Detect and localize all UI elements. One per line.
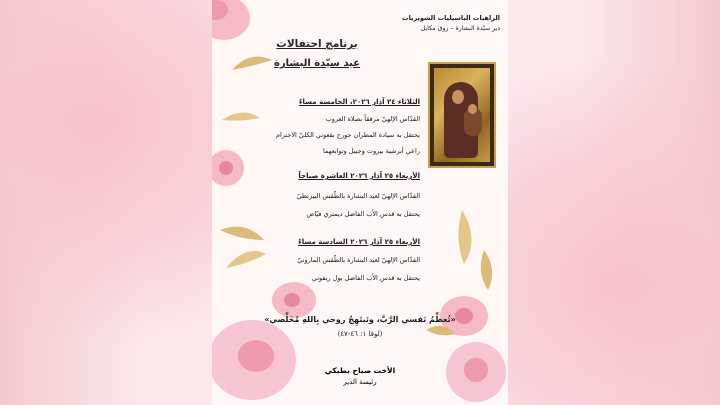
event-1-line-2: يحتفل به سيادة المطران جورج بقعوني الكليّ الاحترام <box>275 131 420 139</box>
event-1-line-1: القدّاس الإلهيّ مرفقاً بصلاة الغروب <box>325 115 420 123</box>
event-3-line-1: القدّاس الإلهيّ لعيد البشارة بالطّقس المارونيّ <box>297 256 420 264</box>
event-2-heading: الأربعاء ٢٥ آذار ٢٠٢٦ العاشرة صباحاً <box>298 172 420 180</box>
feast-title: عيد سيّدة البشارة <box>273 58 361 69</box>
convent-location: دير سيّدة البشارة – زوق مكايل <box>420 25 500 32</box>
event-2-line-1: القدّاس الإلهيّ لعيد البشارة بالطّقس البيزنطيّ <box>296 192 420 200</box>
bible-quote: «تُعظِّمُ نَفسي الرَّبَّ، وتَبتَهِجُ روحي بِاللهِ مُخَلِّصي» <box>264 315 456 324</box>
bible-reference: (لوقا ١: ٤٦-٤٧) <box>337 330 383 338</box>
signatory-name: الأخت صباح بطبكي <box>324 366 396 375</box>
event-1-line-3: راعي أبرشية بيروت وجبيل وتوابعهما <box>322 147 420 155</box>
event-3-heading: الأربعاء ٢٥ آذار ٢٠٢٦ السادسة مساءً <box>298 238 420 246</box>
blurred-background-left <box>0 0 220 405</box>
event-2-line-2: يحتفل به قدس الأب الفاضل ديمتري فيّاض <box>306 210 420 218</box>
blurred-background-right <box>500 0 720 405</box>
program-title: برنامج احتفالات <box>276 38 358 50</box>
annunciation-icon <box>428 62 496 168</box>
signatory-role: رئيسة الدير <box>343 378 377 386</box>
event-1-heading: الثلاثاء ٢٤ آذار ٢٠٢٦، الخامسة مساءً <box>298 98 420 106</box>
program-flyer <box>212 0 508 405</box>
convent-name: الراهبات الباسيليات الشويريات <box>402 14 500 22</box>
event-3-line-2: يحتفل به قدس الأب الفاضل بول ريفوني <box>311 274 420 282</box>
